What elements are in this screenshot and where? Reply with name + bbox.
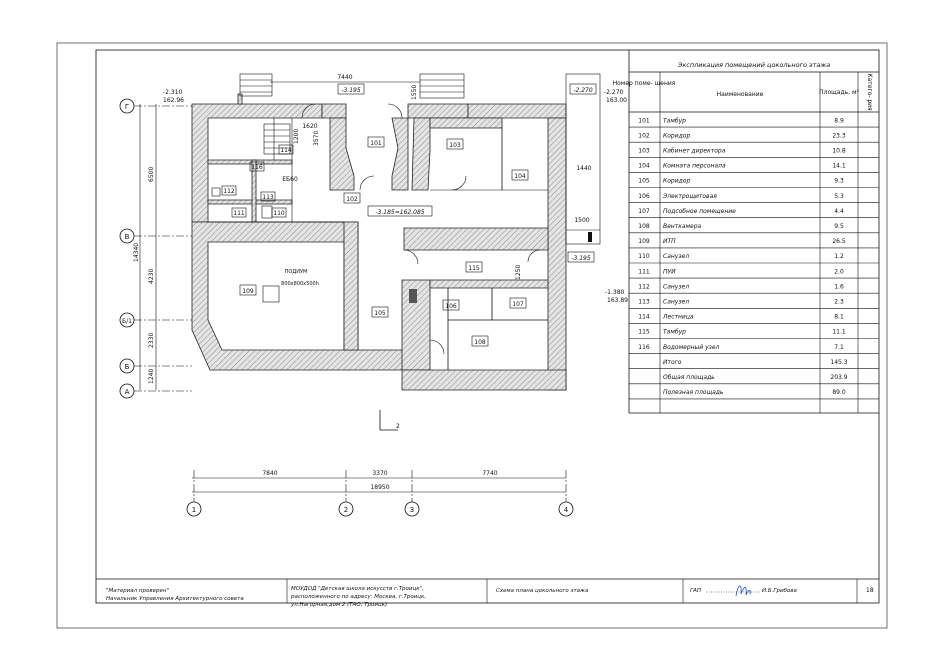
room-label: 105 bbox=[374, 310, 386, 317]
dimension-label: 1200 bbox=[293, 128, 300, 144]
table-cell-number: 103 bbox=[638, 147, 650, 155]
table-cell-area: 11.1 bbox=[832, 328, 846, 336]
label-eb60: ЕБ60 bbox=[282, 176, 298, 183]
room-label: 113 bbox=[262, 194, 274, 201]
axis-label: Б/1 bbox=[122, 318, 132, 325]
table-cell-number: 105 bbox=[638, 177, 650, 185]
dimension-label: 1240 bbox=[148, 368, 155, 384]
sheet-number: 18 bbox=[866, 587, 874, 594]
equipment-size: 800х800х500h bbox=[281, 281, 319, 287]
axis-label: А bbox=[124, 388, 130, 396]
table-cell-name: Полезная площадь bbox=[663, 389, 724, 397]
table-cell-name: Венткамера bbox=[663, 222, 702, 230]
table-cell-name: Кабинет директора bbox=[663, 147, 726, 155]
table-cell-area: 1.2 bbox=[834, 253, 844, 261]
title-block bbox=[96, 579, 879, 608]
table-cell-number: 104 bbox=[638, 162, 650, 170]
approval-line-2: Начальник Управления Архитектурного совета bbox=[106, 596, 244, 602]
room-label: 112 bbox=[223, 188, 235, 195]
table-cell-area: 9.5 bbox=[834, 222, 844, 230]
table-cell-number: 106 bbox=[638, 192, 650, 200]
dimension-label: 7440 bbox=[337, 74, 353, 81]
table-cell-name: Лестница bbox=[663, 313, 694, 321]
room-label: 111 bbox=[233, 210, 245, 217]
project-line-1: МОУДОД "Детская школа искусств г.Троицк", bbox=[291, 586, 424, 592]
table-cell-name: Общая площадь bbox=[663, 373, 715, 381]
table-cell-number: 111 bbox=[638, 268, 650, 276]
table-cell-number: 107 bbox=[638, 207, 650, 215]
room-label: 115 bbox=[468, 265, 480, 272]
dimension-label: 7740 bbox=[482, 470, 498, 477]
explication-table bbox=[613, 50, 879, 413]
table-cell-area: 2.0 bbox=[834, 268, 844, 276]
room-label: 104 bbox=[514, 173, 526, 180]
approval-line-1: "Материал проверен" bbox=[106, 588, 170, 594]
elevation-label: 163.89 bbox=[607, 297, 628, 304]
elevation-label: -3.195 bbox=[571, 255, 591, 262]
table-cell-area: 26.5 bbox=[832, 238, 846, 246]
table-cell-area: 89.0 bbox=[832, 389, 846, 397]
elevation-label: -1.380 bbox=[605, 289, 625, 296]
room-label: 116 bbox=[251, 164, 263, 171]
section-label: 2 bbox=[396, 423, 400, 430]
table-cell-number: 102 bbox=[638, 132, 650, 140]
table-cell-name: Комната персонала bbox=[663, 162, 726, 170]
dimension-label: 18950 bbox=[370, 484, 390, 491]
table-cell-number: 109 bbox=[638, 238, 650, 246]
table-cell-area: 203.9 bbox=[830, 373, 848, 381]
elevation-label: 163.00 bbox=[606, 97, 627, 104]
dimension-label: 2330 bbox=[148, 332, 155, 348]
axis-label: Г bbox=[124, 103, 130, 111]
table-cell-name: Коридор bbox=[663, 177, 691, 185]
table-cell-area: 1.6 bbox=[834, 283, 844, 291]
table-cell-area: 14.1 bbox=[832, 162, 846, 170]
table-cell-area: 5.3 bbox=[834, 192, 844, 200]
table-cell-number: 110 bbox=[638, 253, 650, 261]
dimension-label: 3570 bbox=[313, 130, 320, 146]
dimension-label: 4230 bbox=[148, 268, 155, 284]
plan-walls bbox=[192, 94, 566, 390]
room-label: 107 bbox=[512, 301, 524, 308]
table-cell-name: Санузел bbox=[663, 253, 690, 261]
table-cell-area: 8.1 bbox=[834, 313, 844, 321]
room-label: 106 bbox=[445, 303, 457, 310]
elevation-label: -2.270 bbox=[573, 87, 593, 94]
project-line-3: ул.Нагорная,дом 2 (ТАО, Троицк) bbox=[291, 602, 388, 608]
room-label: 108 bbox=[474, 339, 486, 346]
table-cell-area: 145.3 bbox=[830, 358, 848, 366]
table-cell-area: 23.3 bbox=[832, 132, 846, 140]
table-cell-name: Подсобное помещение bbox=[663, 207, 736, 215]
table-cell-name: Электрощитовая bbox=[663, 192, 717, 200]
dimension-label: 1250 bbox=[515, 264, 522, 280]
table-header: Наименование bbox=[716, 91, 764, 98]
room-label: 103 bbox=[449, 142, 461, 149]
gap-name: И.Б.Грибова bbox=[762, 588, 797, 594]
table-cell-area: 8.9 bbox=[834, 117, 844, 125]
equipment-label: ПОДИУМ bbox=[284, 269, 308, 275]
room-label: 114 bbox=[280, 147, 292, 154]
table-cell-area: 2.3 bbox=[834, 298, 844, 306]
table-cell-name: Коридор bbox=[663, 132, 691, 140]
table-cell-number: 108 bbox=[638, 222, 650, 230]
gap-label: ГАП bbox=[690, 588, 701, 594]
inner-frame bbox=[96, 50, 879, 603]
dimension-label: 1440 bbox=[576, 165, 592, 172]
project-line-2: расположенного по адресу: Москва, г.Троицк, bbox=[291, 594, 427, 600]
table-cell-area: 10.8 bbox=[832, 147, 846, 155]
dimension-label: 7840 bbox=[262, 470, 278, 477]
elevation-label: 162.96 bbox=[163, 97, 184, 104]
room-label: 101 bbox=[370, 140, 382, 147]
table-cell-number: 112 bbox=[638, 283, 650, 291]
table-cell-name: Санузел bbox=[663, 283, 690, 291]
table-title: Экспликация помещений цокольного этажа bbox=[677, 61, 831, 69]
axis-label: 2 bbox=[343, 506, 349, 514]
axis-label: В bbox=[124, 233, 130, 241]
sheet-title: Схема плана цокольного этажа bbox=[496, 588, 589, 594]
axis-label: 3 bbox=[409, 506, 415, 514]
outer-frame bbox=[57, 43, 887, 628]
room-label: 110 bbox=[273, 210, 285, 217]
elevation-label: -3.185=162.085 bbox=[375, 209, 425, 216]
dimension-label: 14340 bbox=[133, 242, 140, 262]
elevation-label: -3.195 bbox=[341, 87, 361, 94]
dimension-label: 1550 bbox=[411, 84, 418, 100]
dimension-label: 3370 bbox=[372, 470, 388, 477]
table-cell-area: 9.3 bbox=[834, 177, 844, 185]
table-cell-number: 114 bbox=[638, 313, 650, 321]
table-header: Номер поме- щения bbox=[612, 80, 676, 87]
dimension-label: 1500 bbox=[574, 217, 590, 224]
table-cell-number: 115 bbox=[638, 328, 650, 336]
table-cell-number: 101 bbox=[638, 117, 650, 125]
table-cell-name: Санузел bbox=[663, 298, 690, 306]
table-cell-area: 7.1 bbox=[834, 343, 844, 351]
table-cell-name: ПУИ bbox=[663, 268, 676, 276]
table-header: Катего- рия bbox=[866, 73, 873, 111]
elevation-label: -2.270 bbox=[604, 89, 624, 96]
dimension-label: 6500 bbox=[148, 166, 155, 182]
axis-label: Б bbox=[124, 363, 130, 371]
room-label: 109 bbox=[242, 288, 254, 295]
table-cell-name: Тамбур bbox=[663, 117, 686, 125]
section-mark bbox=[380, 410, 400, 430]
axis-label: 1 bbox=[191, 506, 197, 514]
room-label: 102 bbox=[346, 196, 358, 203]
table-cell-area: 4.4 bbox=[834, 207, 844, 215]
table-cell-name: Тамбур bbox=[663, 328, 686, 336]
elevation-label: -2.310 bbox=[163, 89, 183, 96]
dimension-label: 1620 bbox=[302, 123, 318, 130]
table-cell-name: Водомерный узел bbox=[663, 343, 720, 351]
table-cell-number: 116 bbox=[638, 343, 650, 351]
signature-icon bbox=[736, 586, 750, 596]
axis-label: 4 bbox=[563, 506, 569, 514]
table-header: Площадь, м² bbox=[819, 89, 859, 96]
table-cell-name: ИТП bbox=[663, 238, 676, 246]
table-cell-number: 113 bbox=[638, 298, 650, 306]
table-cell-name: Итого bbox=[663, 358, 682, 366]
